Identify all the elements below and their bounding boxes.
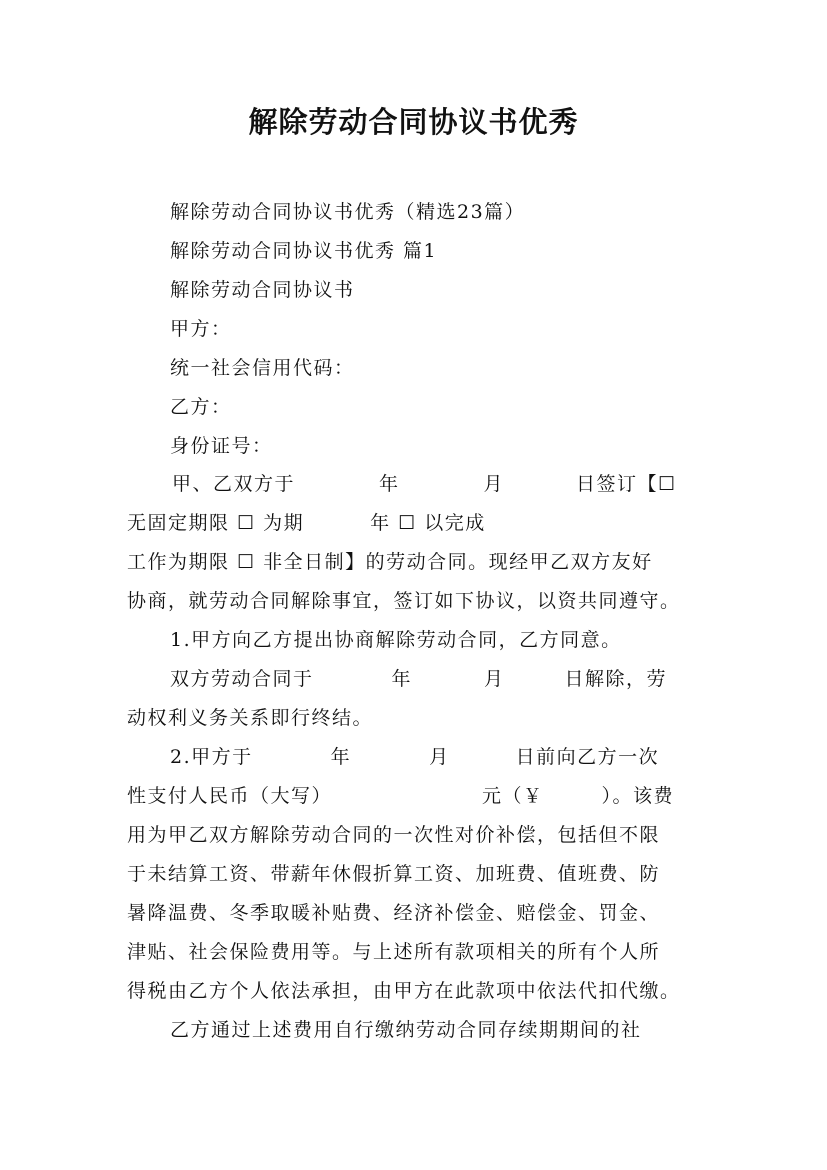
item2-line6: 津贴、社会保险费用等。与上述所有款项相关的所有个人所 bbox=[127, 941, 661, 963]
item2-line5: 暑降温费、冬季取暖补贴费、经济补偿金、赔偿金、罚金、 bbox=[127, 902, 661, 924]
para1-line1 bbox=[172, 470, 702, 498]
item1-text: 双方劳动合同于 bbox=[170, 668, 314, 690]
document-title: 解除劳动合同协议书优秀 bbox=[248, 105, 579, 139]
item2-line7: 得税由乙方个人依法承担，由甲方在此款项中依法代扣代缴。 bbox=[127, 980, 681, 1002]
item1-line2 bbox=[170, 665, 750, 693]
year-label: 年 bbox=[391, 668, 413, 690]
year-label: 年 bbox=[330, 746, 352, 768]
item2-text: 2.甲方于 bbox=[170, 746, 253, 768]
section-heading: 解除劳动合同协议书优秀 篇1 bbox=[170, 240, 438, 262]
item2-text: 日前向乙方一次 bbox=[515, 746, 660, 768]
item2-line3: 用为甲乙双方解除劳动合同的一次性对价补偿，包括但不限 bbox=[127, 824, 661, 846]
para1-text: 甲、乙双方于 bbox=[172, 473, 296, 495]
item1-text: 日解除，劳 bbox=[564, 668, 668, 690]
para1-text: 年 ☐ 以完成 bbox=[370, 512, 486, 534]
para1-line2 bbox=[127, 509, 707, 537]
agreement-heading: 解除劳动合同协议书 bbox=[170, 279, 355, 301]
month-label: 月 bbox=[484, 668, 505, 690]
para1-line4: 协商，就劳动合同解除事宜，签订如下协议，以资共同遵守。 bbox=[127, 590, 681, 612]
month-label: 月 bbox=[483, 473, 505, 495]
id-number-label: 身份证号： bbox=[170, 435, 273, 457]
month-label: 月 bbox=[429, 746, 450, 768]
credit-code-label: 统一社会信用代码： bbox=[170, 357, 355, 379]
item2-text: 性支付人民币（大写） bbox=[127, 785, 333, 807]
party-a-label: 甲方： bbox=[170, 318, 232, 340]
item2-text: ）。该费 bbox=[601, 785, 675, 807]
party-b-label: 乙方： bbox=[170, 396, 232, 418]
para1-text: 日签订【☐ bbox=[576, 473, 677, 495]
item2-text: 元（￥ bbox=[482, 785, 544, 807]
para1-line3: 工作为期限 ☐ 非全日制】的劳动合同。现经甲乙双方友好 bbox=[127, 551, 653, 573]
item1-line1: 1.甲方向乙方提出协商解除劳动合同，乙方同意。 bbox=[170, 629, 622, 651]
item1-line3: 动权利义务关系即行终结。 bbox=[127, 707, 374, 729]
para1-text: 无固定期限 ☐ 为期 bbox=[127, 512, 305, 534]
item2-line2 bbox=[127, 782, 707, 810]
subtitle-line: 解除劳动合同协议书优秀（精选23篇） bbox=[170, 201, 526, 223]
last-line: 乙方通过上述费用自行缴纳劳动合同存续期期间的社 bbox=[170, 1019, 642, 1041]
item2-line4: 于未结算工资、带薪年休假折算工资、加班费、值班费、防 bbox=[127, 863, 661, 885]
year-label: 年 bbox=[379, 473, 400, 495]
item2-line1 bbox=[170, 743, 750, 771]
